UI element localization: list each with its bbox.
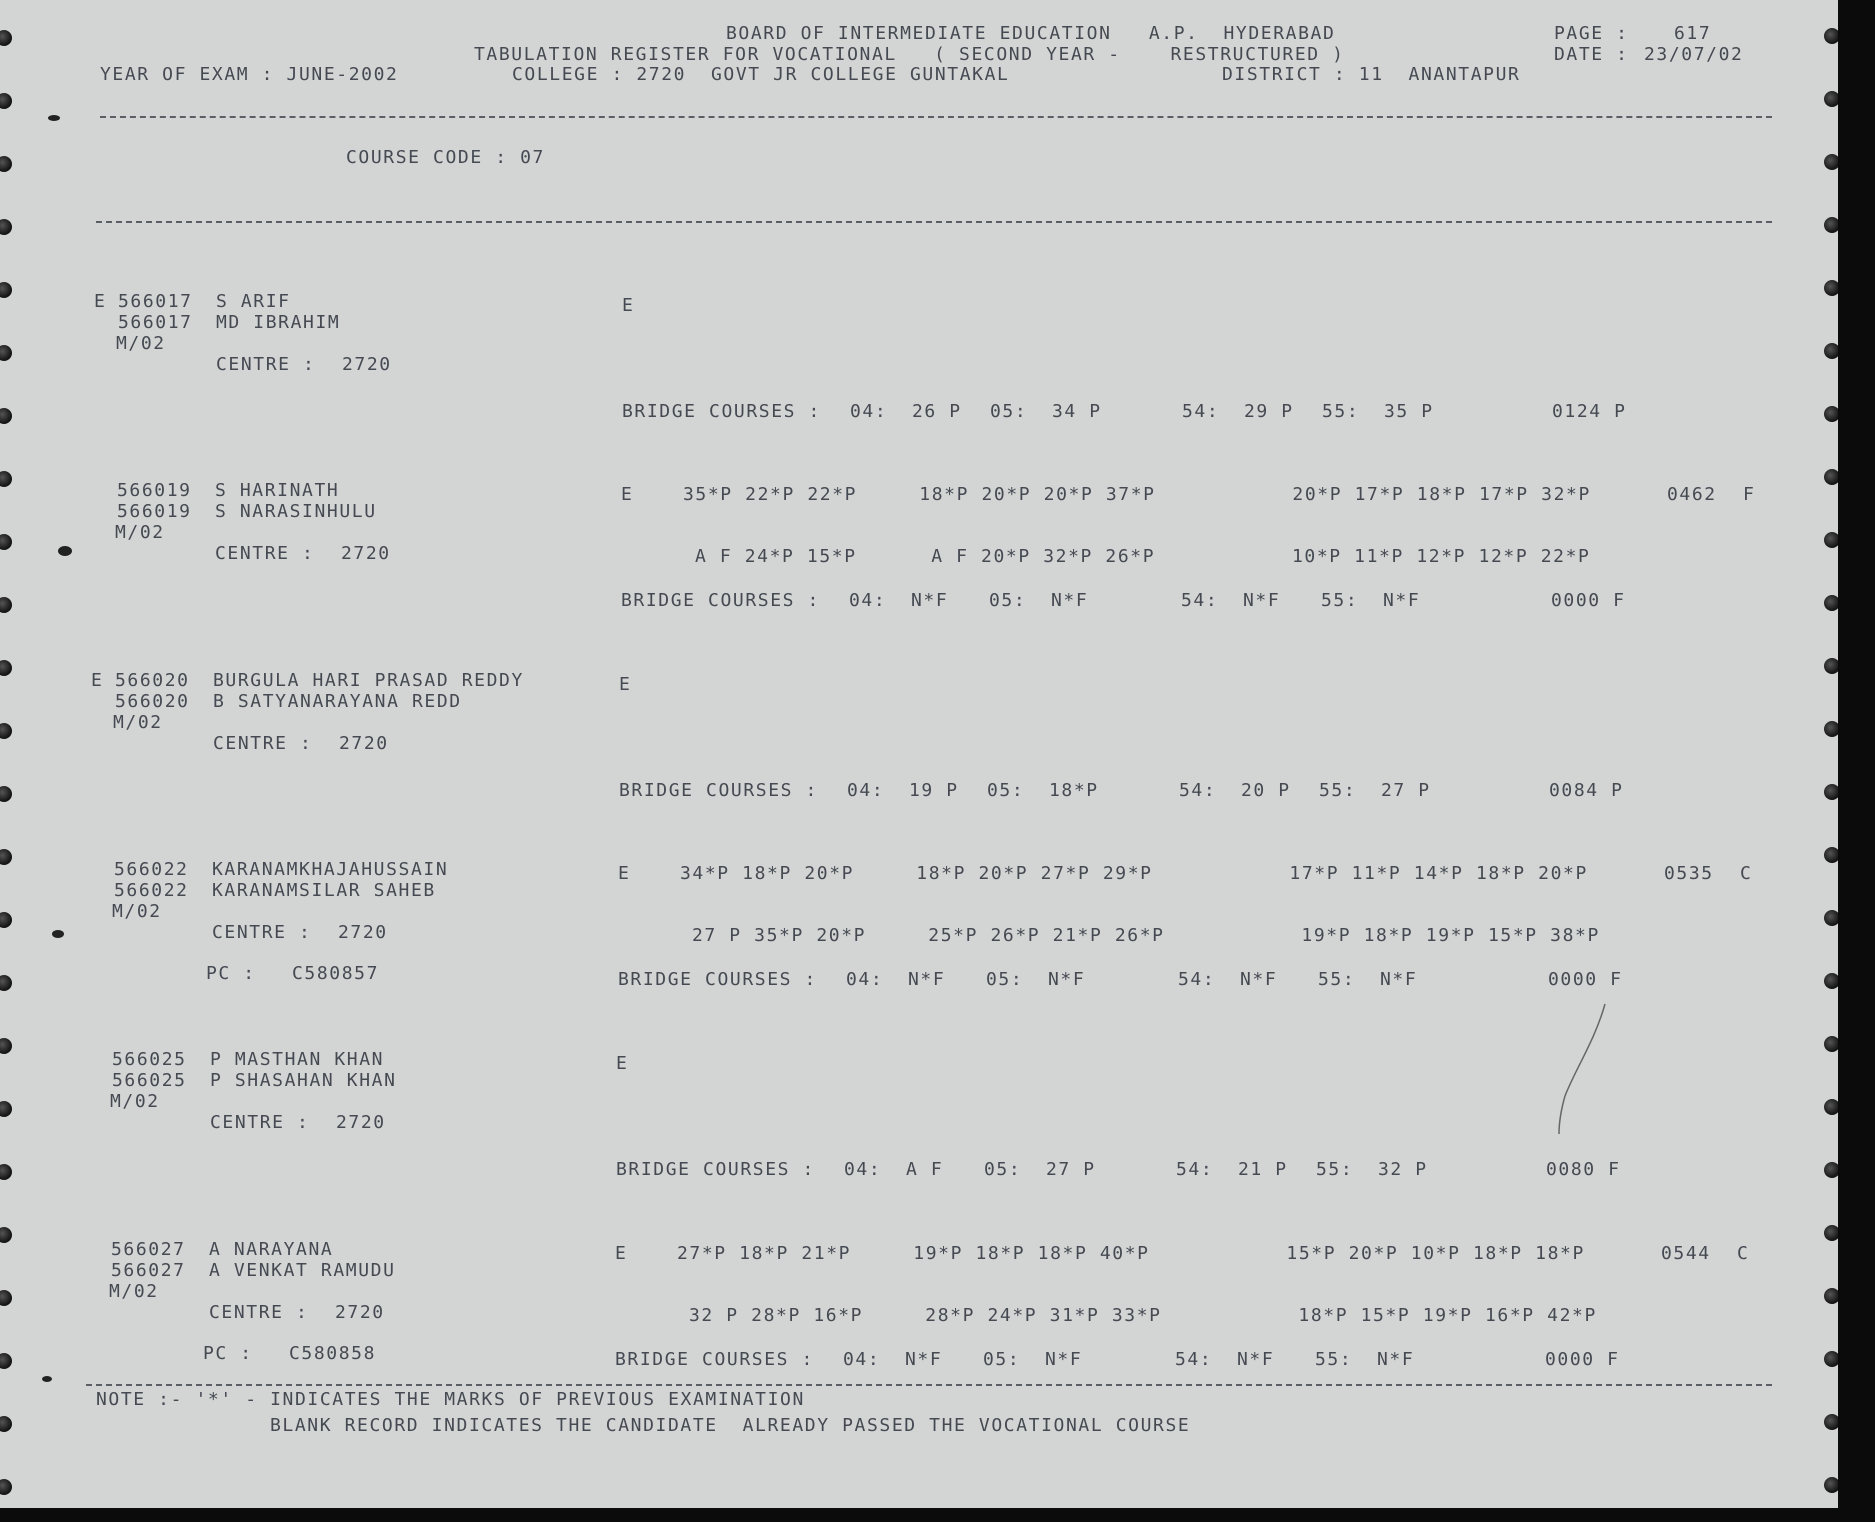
tractor-hole (1824, 595, 1838, 611)
grand-total: 0462 (1667, 484, 1717, 505)
tractor-hole (1824, 469, 1838, 485)
candidate-name: BURGULA HARI PRASAD REDDY (213, 670, 524, 691)
register-title: TABULATION REGISTER FOR VOCATIONAL ( SECOND YEAR - RESTRUCTURED ) (474, 44, 1345, 65)
bridge-label: BRIDGE COURSES : (621, 590, 820, 611)
centre-code: 2720 (341, 543, 391, 564)
course-code: COURSE CODE : 07 (346, 147, 545, 168)
tractor-hole (1824, 721, 1838, 737)
e-marker: E (615, 1243, 628, 1264)
marks-row-1: 27*P 18*P 21*P 19*P 18*P 18*P 40*P 15*P 20*P 10*P 18*P 18*P (677, 1243, 1585, 1264)
marks-row-1: 35*P 22*P 22*P 18*P 20*P 20*P 37*P 20*P 17*P 18*P 17*P 32*P (683, 484, 1591, 505)
hall-ticket-number: 566022 (114, 859, 189, 880)
college: COLLEGE : 2720 GOVT JR COLLEGE GUNTAKAL (512, 64, 1010, 85)
stray-mark (58, 546, 72, 556)
tractor-hole (1824, 784, 1838, 800)
tractor-hole (0, 723, 12, 739)
bridge-code-04: 04: (844, 1159, 882, 1180)
bridge-code-54: 54: (1175, 1349, 1213, 1370)
tractor-hole (1824, 1162, 1838, 1178)
bridge-mark-54: N*F (1240, 969, 1278, 990)
centre-label: CENTRE : (212, 922, 312, 943)
tractor-hole (1824, 1225, 1838, 1241)
bridge-code-04: 04: (850, 401, 888, 422)
tractor-hole (1824, 154, 1838, 170)
bridge-code-54: 54: (1181, 590, 1219, 611)
tractor-hole (1824, 1477, 1838, 1493)
tractor-hole (0, 1353, 12, 1369)
grand-total: 0535 (1664, 863, 1714, 884)
pencil-mark (1545, 1000, 1615, 1140)
e-marker: E (622, 295, 635, 316)
bridge-label: BRIDGE COURSES : (618, 969, 817, 990)
bridge-mark-04: N*F (908, 969, 946, 990)
bridge-mark-55: N*F (1377, 1349, 1415, 1370)
tractor-hole (0, 1479, 12, 1495)
tractor-hole (0, 219, 12, 235)
district: DISTRICT : 11 ANANTAPUR (1222, 64, 1521, 85)
bridge-mark-54: N*F (1243, 590, 1281, 611)
tractor-hole (0, 1290, 12, 1306)
bridge-mark-05: N*F (1051, 590, 1089, 611)
e-marker: E (619, 674, 632, 695)
hall-ticket-number: 566025 (112, 1049, 187, 1070)
bridge-label: BRIDGE COURSES : (616, 1159, 815, 1180)
candidate-name: S HARINATH (215, 480, 340, 501)
grand-total: 0544 (1661, 1243, 1711, 1264)
bridge-mark-05: 27 P (1046, 1159, 1096, 1180)
marks-row-1: 34*P 18*P 20*P 18*P 20*P 27*P 29*P 17*P 11*P 14*P 18*P 20*P (680, 863, 1588, 884)
father-name: B SATYANARAYANA REDD (213, 691, 462, 712)
candidate-name: P MASTHAN KHAN (210, 1049, 385, 1070)
tractor-hole (0, 1038, 12, 1054)
candidate-name: A NARAYANA (209, 1239, 334, 1260)
bridge-mark-55: 32 P (1378, 1159, 1428, 1180)
bridge-code-05: 05: (989, 590, 1027, 611)
tractor-hole (0, 156, 12, 172)
tractor-hole (1824, 532, 1838, 548)
bridge-code-04: 04: (849, 590, 887, 611)
bridge-mark-04: N*F (905, 1349, 943, 1370)
bridge-mark-54: N*F (1237, 1349, 1275, 1370)
father-name: KARANAMSILAR SAHEB (212, 880, 436, 901)
result-code: C (1740, 863, 1753, 884)
exam-month: M/02 (116, 333, 166, 354)
centre-label: CENTRE : (213, 733, 313, 754)
father-name: S NARASINHULU (215, 501, 377, 522)
pc-label: PC : (206, 963, 256, 984)
bridge-code-54: 54: (1182, 401, 1220, 422)
bridge-total: 0124 P (1552, 401, 1627, 422)
tractor-hole (1824, 658, 1838, 674)
bridge-mark-55: 27 P (1381, 780, 1431, 801)
tractor-hole (1824, 1099, 1838, 1115)
bridge-mark-05: 34 P (1052, 401, 1102, 422)
divider (86, 1384, 1772, 1386)
exam-month: M/02 (109, 1281, 159, 1302)
pc-label: PC : (203, 1343, 253, 1364)
bridge-mark-04: N*F (911, 590, 949, 611)
bridge-label: BRIDGE COURSES : (622, 401, 821, 422)
print-date: 23/07/02 (1644, 44, 1744, 65)
year-of-exam: YEAR OF EXAM : JUNE-2002 (100, 64, 399, 85)
exam-month: M/02 (110, 1091, 160, 1112)
tractor-hole (1824, 91, 1838, 107)
record-prefix: E (91, 670, 104, 691)
father-name: A VENKAT RAMUDU (209, 1260, 396, 1281)
tractor-hole (0, 30, 12, 46)
bridge-mark-54: 21 P (1238, 1159, 1288, 1180)
bridge-mark-55: N*F (1383, 590, 1421, 611)
bridge-mark-05: N*F (1045, 1349, 1083, 1370)
bridge-mark-55: N*F (1380, 969, 1418, 990)
bridge-code-54: 54: (1176, 1159, 1214, 1180)
centre-label: CENTRE : (210, 1112, 310, 1133)
bridge-total: 0000 F (1548, 969, 1623, 990)
hall-ticket-number: 566027 (111, 1239, 186, 1260)
divider (100, 116, 1772, 118)
tractor-hole (0, 345, 12, 361)
result-code: F (1743, 484, 1756, 505)
roll-number: 566025 (112, 1070, 187, 1091)
tractor-hole (0, 534, 12, 550)
footer-note-2: BLANK RECORD INDICATES THE CANDIDATE ALREADY PASSED THE VOCATIONAL COURSE (270, 1415, 1191, 1436)
tractor-hole (0, 1416, 12, 1432)
candidate-name: S ARIF (216, 291, 291, 312)
bridge-code-55: 55: (1322, 401, 1360, 422)
tractor-hole (0, 282, 12, 298)
tractor-hole (1824, 28, 1838, 44)
bridge-code-05: 05: (984, 1159, 1022, 1180)
tractor-hole (1824, 406, 1838, 422)
bridge-mark-05: 18*P (1049, 780, 1099, 801)
tractor-hole (1824, 847, 1838, 863)
footer-note: NOTE :- '*' - INDICATES THE MARKS OF PREVIOUS EXAMINATION (96, 1389, 805, 1410)
centre-code: 2720 (335, 1302, 385, 1323)
tractor-hole (0, 597, 12, 613)
marks-row-2: 32 P 28*P 16*P 28*P 24*P 31*P 33*P 18*P 15*P 19*P 16*P 42*P (689, 1305, 1597, 1326)
tractor-hole (1824, 910, 1838, 926)
centre-code: 2720 (339, 733, 389, 754)
tractor-hole (0, 1101, 12, 1117)
bridge-code-05: 05: (986, 969, 1024, 990)
bridge-mark-55: 35 P (1384, 401, 1434, 422)
centre-code: 2720 (342, 354, 392, 375)
centre-label: CENTRE : (215, 543, 315, 564)
bridge-mark-54: 20 P (1241, 780, 1291, 801)
tractor-hole (0, 912, 12, 928)
bridge-code-55: 55: (1316, 1159, 1354, 1180)
date-label: DATE : (1554, 44, 1629, 65)
bridge-code-04: 04: (846, 969, 884, 990)
tractor-hole (0, 471, 12, 487)
bridge-mark-05: N*F (1048, 969, 1086, 990)
tractor-hole (0, 1164, 12, 1180)
bridge-code-55: 55: (1321, 590, 1359, 611)
bridge-code-54: 54: (1178, 969, 1216, 990)
roll-number: 566022 (114, 880, 189, 901)
centre-label: CENTRE : (216, 354, 316, 375)
tractor-hole (0, 1227, 12, 1243)
tractor-hole (1824, 973, 1838, 989)
divider (96, 221, 1772, 223)
e-marker: E (618, 863, 631, 884)
tractor-hole (1824, 1288, 1838, 1304)
pc-number: C580857 (292, 963, 380, 984)
pc-number: C580858 (289, 1343, 377, 1364)
bridge-label: BRIDGE COURSES : (619, 780, 818, 801)
page-label: PAGE : (1554, 23, 1629, 44)
father-name: P SHASAHAN KHAN (210, 1070, 397, 1091)
bridge-code-05: 05: (990, 401, 1028, 422)
marks-row-2: 27 P 35*P 20*P 25*P 26*P 21*P 26*P 19*P 18*P 19*P 15*P 38*P (692, 925, 1600, 946)
bridge-total: 0080 F (1546, 1159, 1621, 1180)
bridge-code-05: 05: (987, 780, 1025, 801)
centre-code: 2720 (336, 1112, 386, 1133)
bridge-mark-04: 19 P (909, 780, 959, 801)
result-code: C (1737, 1243, 1750, 1264)
board-title: BOARD OF INTERMEDIATE EDUCATION A.P. HYDERABAD (726, 23, 1336, 44)
bridge-mark-54: 29 P (1244, 401, 1294, 422)
stray-mark (48, 115, 60, 121)
bridge-total: 0084 P (1549, 780, 1624, 801)
bridge-code-04: 04: (843, 1349, 881, 1370)
exam-month: M/02 (115, 522, 165, 543)
roll-number: 566017 (118, 312, 193, 333)
tractor-hole (1824, 1351, 1838, 1367)
e-marker: E (616, 1053, 629, 1074)
roll-number: 566019 (117, 501, 192, 522)
bridge-total: 0000 F (1545, 1349, 1620, 1370)
centre-code: 2720 (338, 922, 388, 943)
stray-mark (42, 1376, 52, 1382)
roll-number: 566020 (115, 691, 190, 712)
bridge-mark-04: A F (906, 1159, 944, 1180)
bridge-code-04: 04: (847, 780, 885, 801)
tractor-hole (1824, 1414, 1838, 1430)
left-tractor-holes (0, 0, 30, 1508)
marks-row-2: A F 24*P 15*P A F 20*P 32*P 26*P 10*P 11*P 12*P 12*P 22*P (695, 546, 1591, 567)
candidate-name: KARANAMKHAJAHUSSAIN (212, 859, 449, 880)
centre-label: CENTRE : (209, 1302, 309, 1323)
bridge-mark-04: 26 P (912, 401, 962, 422)
bridge-code-54: 54: (1179, 780, 1217, 801)
tractor-hole (0, 660, 12, 676)
e-marker: E (621, 484, 634, 505)
bridge-code-05: 05: (983, 1349, 1021, 1370)
bridge-total: 0000 F (1551, 590, 1626, 611)
stray-mark (52, 930, 64, 938)
hall-ticket-number: 566019 (117, 480, 192, 501)
tractor-hole (1824, 280, 1838, 296)
bridge-code-55: 55: (1319, 780, 1357, 801)
tractor-hole (0, 786, 12, 802)
record-prefix: E (94, 291, 107, 312)
tractor-hole (1824, 343, 1838, 359)
exam-month: M/02 (113, 712, 163, 733)
exam-month: M/02 (112, 901, 162, 922)
roll-number: 566027 (111, 1260, 186, 1281)
tractor-hole (1824, 217, 1838, 233)
father-name: MD IBRAHIM (216, 312, 341, 333)
tractor-hole (0, 849, 12, 865)
hall-ticket-number: 566020 (115, 670, 190, 691)
tractor-hole (1824, 1036, 1838, 1052)
right-tractor-holes (1808, 0, 1838, 1508)
page-number: 617 (1674, 23, 1712, 44)
bridge-code-55: 55: (1318, 969, 1356, 990)
tractor-hole (0, 975, 12, 991)
bridge-code-55: 55: (1315, 1349, 1353, 1370)
tractor-hole (0, 93, 12, 109)
hall-ticket-number: 566017 (118, 291, 193, 312)
bridge-label: BRIDGE COURSES : (615, 1349, 814, 1370)
tractor-hole (0, 408, 12, 424)
